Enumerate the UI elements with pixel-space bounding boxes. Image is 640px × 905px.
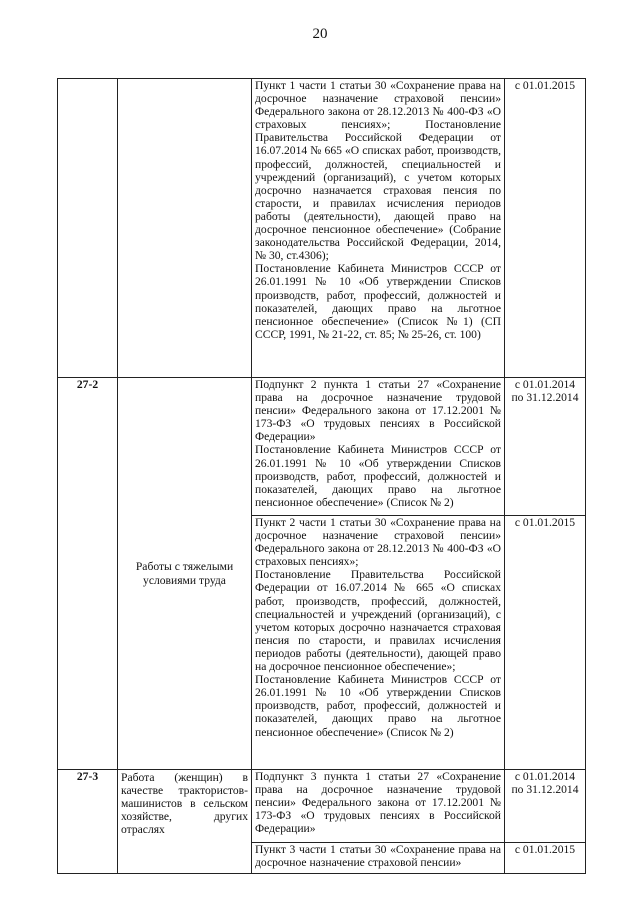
legal-basis-paragraph: Пункт 2 части 1 статьи 30 «Сохранение права на досрочное назначение страховой пенсии» Федерального закона от 28.12.2013 № 400-ФЗ «О страховых пенсиях»; xyxy=(255,516,501,569)
pension-table xyxy=(57,78,586,874)
legal-basis-cell xyxy=(252,516,505,770)
legal-basis-cell xyxy=(252,843,505,874)
page-number: 20 xyxy=(312,26,328,42)
effective-date: с 01.01.2014 по 31.12.2014 xyxy=(505,770,586,843)
legal-basis-paragraph: Постановление Кабинета Министров СССР от 26.01.1991 № 10 «Об утверждении Списков производств, работ, профессий, должностей и показателей, дающих право на льготное пенсионное обеспечение» (Список № 2) xyxy=(255,673,501,739)
legal-basis-paragraph: Пункт 3 части 1 статьи 30 «Сохранение права на досрочное назначение страховой пенсии» xyxy=(255,843,501,870)
legal-basis-cell xyxy=(252,79,505,378)
row-code: 27-2 xyxy=(58,378,118,770)
row-name xyxy=(118,79,252,378)
table-row xyxy=(58,79,586,378)
legal-basis-paragraph: Подпункт 3 пункта 1 статьи 27 «Сохранение права на досрочное назначение трудовой пенсии» Федерального закона от 17.12.2001 № 173-ФЗ «О трудовых пенсиях в Российской Федерации» xyxy=(255,770,501,836)
legal-basis-cell xyxy=(252,378,505,516)
row-name-text: Работа (женщин) в качестве трактористов-машинистов в сельском хозяйстве, других отраслях xyxy=(121,771,248,837)
effective-date: с 01.01.2015 xyxy=(505,516,586,770)
row-name xyxy=(118,770,252,874)
effective-date: с 01.01.2015 xyxy=(505,79,586,378)
table-row xyxy=(58,770,586,843)
row-code xyxy=(58,79,118,378)
row-name: Работы с тяжелыми условиями труда xyxy=(118,378,252,770)
table-row xyxy=(58,378,586,516)
effective-date: с 01.01.2015 xyxy=(505,843,586,874)
legal-basis-cell xyxy=(252,770,505,843)
row-code: 27-3 xyxy=(58,770,118,874)
legal-basis-paragraph: Подпункт 2 пункта 1 статьи 27 «Сохранение права на досрочное назначение трудовой пенсии» Федерального закона от 17.12.2001 № 173-ФЗ «О трудовых пенсиях в Российской Федерации» xyxy=(255,378,501,444)
legal-basis-paragraph: Постановление Кабинета Министров СССР от 26.01.1991 № 10 «Об утверждении Списков производств, работ, профессий, должностей и показателей, дающих право на льготное пенсионное обеспечение» (Список № 2) xyxy=(255,443,501,509)
legal-basis-paragraph: Постановление Кабинета Министров СССР от 26.01.1991 № 10 «Об утверждении Списков производств, работ, профессий, должностей и показателей, дающих право на льготное пенсионное обеспечение» (Список №1) (СП СССР, 1991, № 21-22, ст. 85; № 25-26, ст. 100) xyxy=(255,262,501,341)
effective-date: с 01.01.2014 по 31.12.2014 xyxy=(505,378,586,516)
legal-basis-paragraph: Постановление Правительства Российской Федерации от 16.07.2014 № 665 «О списках работ, производств, профессий, должностей, специальностей и учреждений (организаций), с учетом которых досрочно назначается страховая пенсия по старости, и правилах исчисления периодов работы (деятельности), дающей право на досрочное пенсионное обеспечение»; xyxy=(255,568,501,674)
legal-basis-paragraph: Пункт 1 части 1 статьи 30 «Сохранение права на досрочное назначение страховой пенсии» Федерального закона от 28.12.2013 № 400-ФЗ «О страховых пенсиях»; Постановление Правительства Российской Федерации от 16.07.2014 № 665 «О списках работ, производств, профессий, должностей, специальностей и учреждений (организаций), с учетом которых досрочно назначается страховая пенсия по старости, и правилах исчисления периодов работы (деятельности), дающей право на досрочное пенсионное обеспечение» (Собрание законодательства Российской Федерации, 2014, № 30, ст.4306); xyxy=(255,79,501,263)
